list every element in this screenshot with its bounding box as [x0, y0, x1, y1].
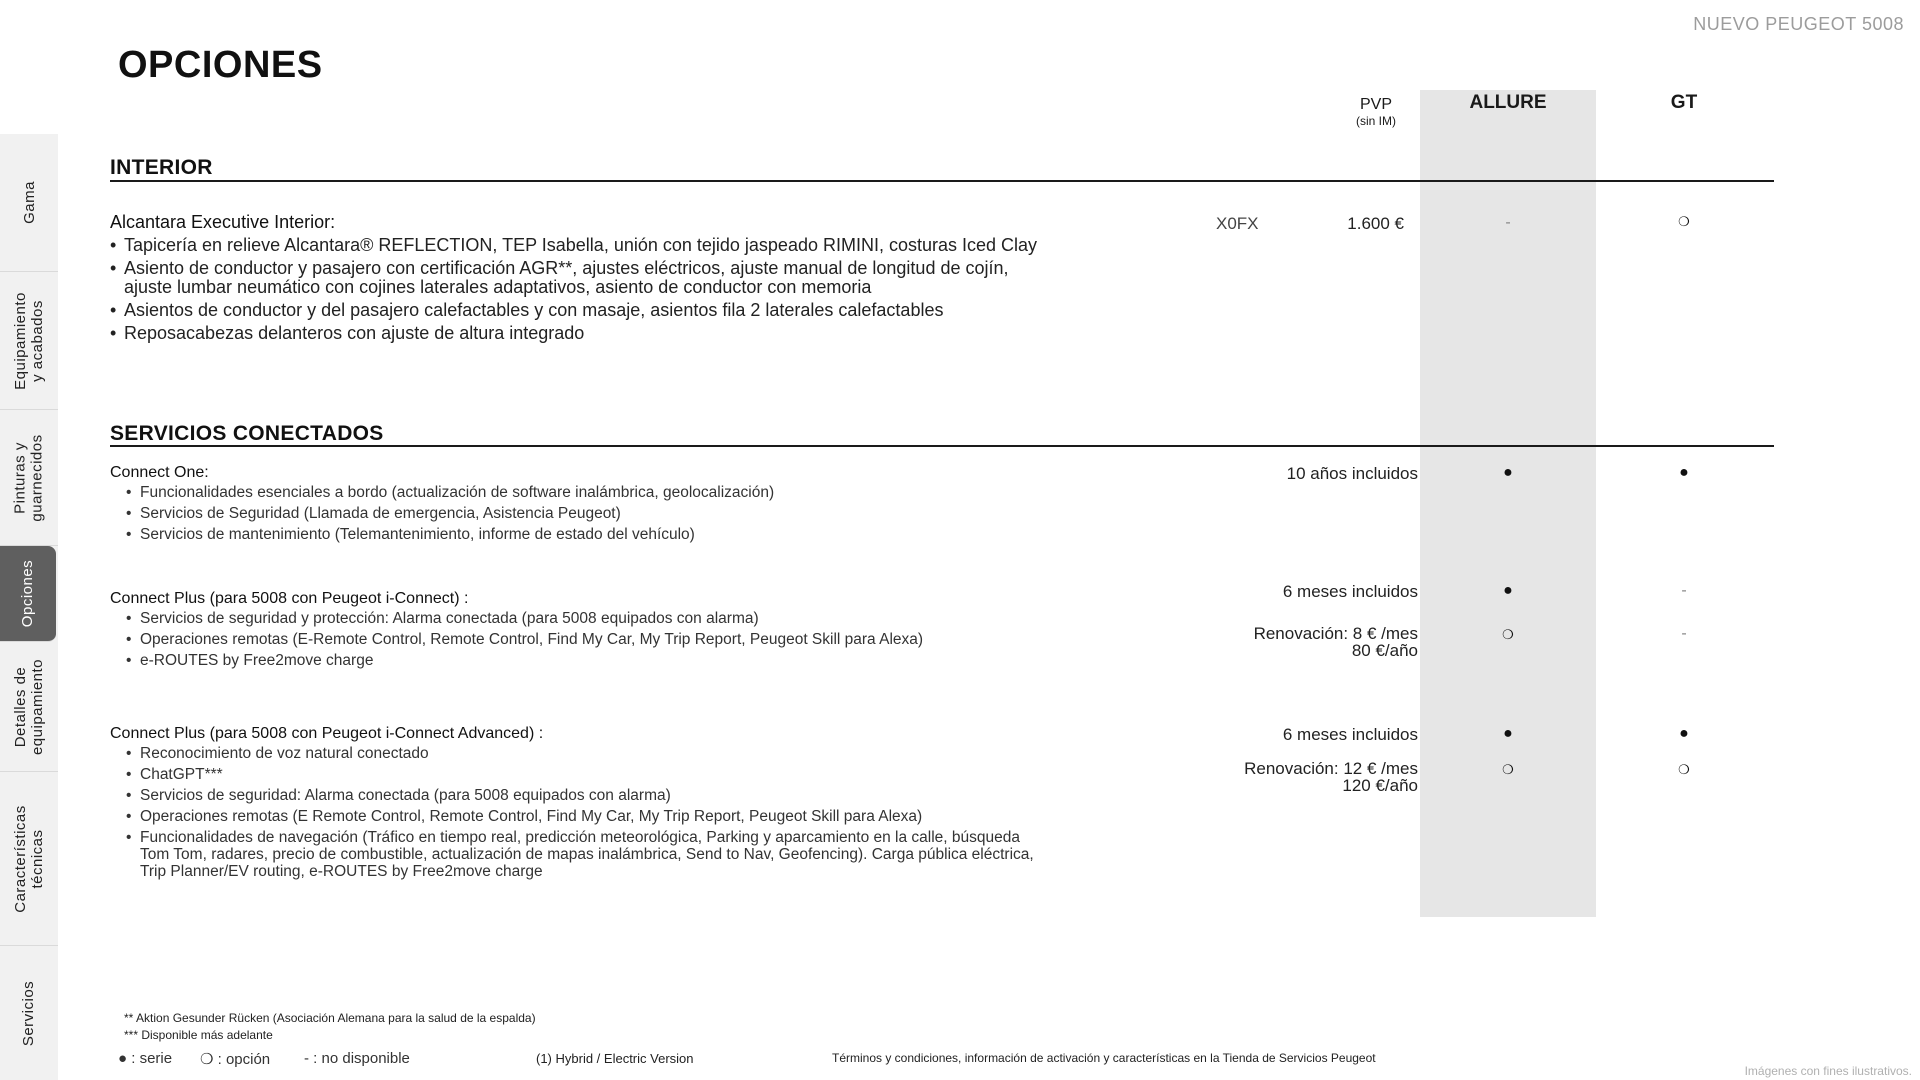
list-item: • e-ROUTES by Free2move charge	[140, 652, 1040, 669]
sidebar-item-label: Características técnicas	[12, 804, 46, 913]
renewal-monthly: Renovación: 12 € /mes	[1244, 759, 1418, 778]
gt-availability: -	[1681, 625, 1687, 642]
gt-availability: ❍	[1678, 762, 1690, 777]
list-item: • Operaciones remotas (E-Remote Control, Remote Control, Find My Car, My Trip Report, Peugeot Skill para Alexa)	[140, 631, 1040, 648]
sidebar-item-servicios[interactable]	[0, 946, 58, 1080]
service-renewal-price	[1178, 625, 1418, 659]
legend-opcion: ❍ : opción	[200, 1051, 271, 1068]
service-price: 10 años incluidos	[1286, 464, 1418, 483]
list-item: • Funcionalidades de navegación (Tráfico en tiempo real, predicción meteorológica, Parking y aparcamiento en la calle, búsqueda Tom Tom, radares, precio de combustible, actualización de mapas inalámbrica, Send to Nav, Geofencing). Carga pública eléctrica, Trip Planner/EV routing, e-ROUTES by Free2move charge	[140, 829, 1040, 880]
gt-availability: ❍	[1678, 214, 1690, 229]
service-feature-list	[140, 745, 1040, 884]
section-divider	[110, 180, 1774, 182]
option-name: Alcantara Executive Interior:	[110, 212, 336, 232]
list-item: • Reposacabezas delanteros con ajuste de altura integrado	[124, 324, 1044, 343]
list-item: • Asiento de conductor y pasajero con certificación AGR**, ajustes eléctricos, ajuste manual de longitud de cojín, ajuste lumbar neumático con cojines laterales adaptativos, asiento de conductor con memoria	[124, 259, 1044, 297]
allure-availability: ●	[1503, 464, 1513, 481]
service-price: 6 meses incluidos	[1282, 725, 1418, 744]
page-title: OPCIONES	[118, 44, 323, 86]
service-name: Connect Plus (para 5008 con Peugeot i-Connect) :	[110, 590, 469, 607]
list-item: • Reconocimiento de voz natural conectado	[140, 745, 1040, 762]
list-item: • Servicios de Seguridad (Llamada de emergencia, Asistencia Peugeot)	[140, 505, 1040, 522]
option-price: 1.600 €	[1347, 214, 1404, 233]
sidebar-item-label: Pinturas y guarnecidos	[12, 433, 47, 522]
pvp-column-header	[1348, 96, 1404, 128]
renewal-monthly: Renovación: 8 € /mes	[1253, 624, 1418, 643]
sidebar-item-equipamiento[interactable]	[0, 272, 58, 410]
sidebar-item-detalles[interactable]	[0, 642, 58, 772]
list-item: • Asientos de conductor y del pasajero calefactables y con masaje, asientos fila 2 laterales calefactables	[124, 301, 1044, 320]
gt-availability: ●	[1679, 464, 1689, 481]
allure-column-header: ALLURE	[1469, 92, 1547, 113]
allure-availability: ❍	[1502, 762, 1514, 777]
list-item: • Servicios de seguridad: Alarma conectada (para 5008 equipados con alarma)	[140, 787, 1040, 804]
list-item: • Operaciones remotas (E Remote Control, Remote Control, Find My Car, My Trip Report, Peugeot Skill para Alexa)	[140, 808, 1040, 825]
footnote-disponible: *** Disponible más adelante	[124, 1028, 273, 1042]
option-code: X0FX	[1216, 214, 1259, 233]
sidebar-item-label: Opciones	[19, 559, 37, 628]
list-item: • Tapicería en relieve Alcantara® REFLECTION, TEP Isabella, unión con tejido jaspeado RIMINI, costuras Iced Clay	[124, 236, 1044, 255]
renewal-yearly: 120 €/año	[1342, 776, 1418, 795]
service-price: 6 meses incluidos	[1282, 582, 1418, 601]
list-item: • Servicios de seguridad y protección: Alarma conectada (para 5008 equipados con alarma)	[140, 610, 1040, 627]
service-renewal-price	[1178, 760, 1418, 794]
footnote-terms: Términos y condiciones, información de activación y características en la Tienda de Servicios Peugeot	[832, 1051, 1376, 1065]
pvp-note: (sin IM)	[1356, 114, 1396, 128]
sidebar-item-label: Gama	[20, 181, 38, 224]
gt-availability: -	[1681, 582, 1687, 599]
renewal-yearly: 80 €/año	[1351, 641, 1418, 660]
gt-column-header: GT	[1670, 92, 1698, 113]
sidebar-item-opciones[interactable]	[0, 546, 56, 642]
service-feature-list	[140, 484, 1040, 547]
pvp-label: PVP	[1359, 96, 1392, 113]
section-title-interior: INTERIOR	[110, 156, 213, 179]
footnote-agr: ** Aktion Gesunder Rücken (Asociación Alemana para la salud de la espalda)	[124, 1011, 536, 1025]
legend-no-disponible: - : no disponible	[304, 1050, 410, 1067]
service-name: Connect Plus (para 5008 con Peugeot i-Connect Advanced) :	[110, 725, 544, 742]
section-divider	[110, 445, 1774, 447]
sidebar-item-label: Detalles de equipamiento	[12, 658, 47, 755]
sidebar-item-label: Equipamiento y acabados	[12, 291, 47, 390]
service-name: Connect One:	[110, 464, 209, 481]
sidebar-item-caracteristicas[interactable]	[0, 772, 58, 946]
allure-availability: -	[1505, 214, 1511, 231]
section-title-servicios: SERVICIOS CONECTADOS	[110, 422, 384, 445]
sidebar-nav	[0, 134, 58, 1080]
list-item: • Funcionalidades esenciales a bordo (actualización de software inalámbrica, geolocalización)	[140, 484, 1040, 501]
disclaimer: Imágenes con fines ilustrativos.	[1744, 1064, 1912, 1078]
service-feature-list	[140, 610, 1040, 673]
sidebar-item-label: Servicios	[20, 980, 38, 1046]
sidebar-item-gama[interactable]	[0, 134, 58, 272]
interior-feature-list	[124, 236, 1044, 347]
footnote-hybrid: (1) Hybrid / Electric Version	[536, 1051, 694, 1066]
allure-availability: ❍	[1502, 627, 1514, 642]
list-item: • Servicios de mantenimiento (Telemantenimiento, informe de estado del vehículo)	[140, 526, 1040, 543]
sidebar-item-pinturas[interactable]	[0, 410, 58, 546]
allure-availability: ●	[1503, 582, 1513, 599]
allure-availability: ●	[1503, 725, 1513, 742]
legend-serie: ● : serie	[118, 1050, 173, 1067]
brand-header: NUEVO PEUGEOT 5008	[1693, 14, 1904, 34]
list-item: • ChatGPT***	[140, 766, 1040, 783]
gt-availability: ●	[1679, 725, 1689, 742]
